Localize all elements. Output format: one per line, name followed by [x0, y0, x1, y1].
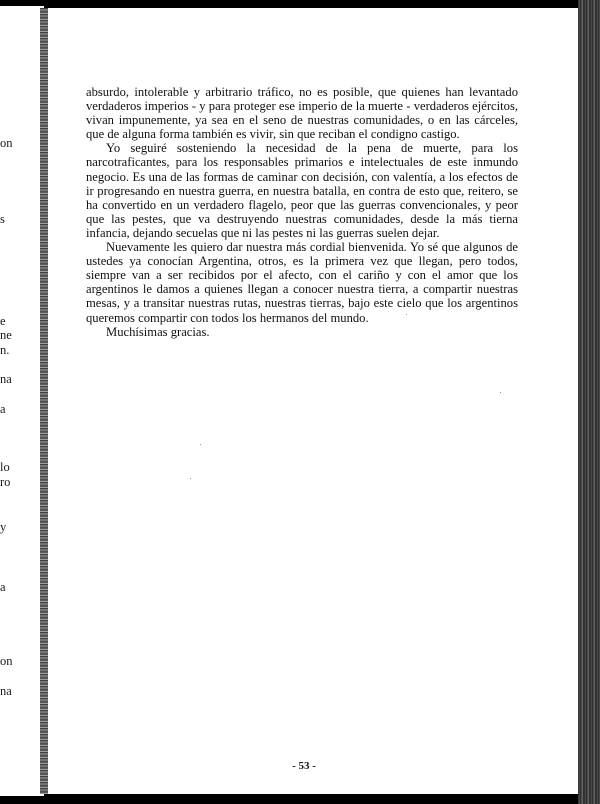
paragraph: Nuevamente les quiero dar nuestra más cordial bienvenida. Yo sé que algunos de ustedes ya conocían Argentina, otros, es la primera vez que llegan, pero todos, siempre van a ser recibidos por el afecto, con el cariño y con el amor que los argentinos le damos a quienes llegan a conocer nuestra tierra, a compartir nuestras mesas, y a transitar nuestras rutas, nuestras tierras, bajo este cielo que los argentinos queremos compartir con todos los hermanos del mundo. — [86, 240, 518, 325]
previous-page-fragment: na — [0, 684, 12, 698]
previous-page-fragment: n. — [0, 343, 10, 357]
scan-speck — [190, 478, 191, 479]
previous-page-fragment: ro — [0, 475, 11, 489]
previous-page-fragment: a — [0, 402, 6, 416]
previous-page-fragment: s — [0, 212, 5, 226]
scan-speck — [200, 444, 201, 445]
scan-speck — [406, 314, 407, 315]
previous-page-fragment: ne — [0, 328, 12, 342]
page-number: - 53 - — [292, 760, 316, 772]
previous-page-fragment: e — [0, 314, 6, 328]
scan-speck — [500, 392, 501, 393]
previous-page-fragment: on — [0, 654, 13, 668]
body-text — [86, 85, 518, 339]
previous-page-fragment: lo — [0, 460, 10, 474]
previous-page-edge — [0, 6, 44, 796]
previous-page-fragment: a — [0, 580, 6, 594]
previous-page-fragment: y — [0, 520, 7, 534]
book-binding — [40, 8, 48, 794]
scan-border — [578, 0, 600, 804]
paragraph: Yo seguiré sosteniendo la necesidad de la pena de muerte, para los narcotraficantes, para los responsables primarios e intelectuales de este inmundo negocio. Es una de las formas de caminar con decisión, con valentía, a los efectos de ir progresando en nuestra guerra, en nuestra batalla, en contra de esto que, reitero, se ha convertido en un verdadero flagelo, peor que las guerras convencionales, y peor que las pestes, que va destruyendo nuestras comunidades, desde la más tierna infancia, dejando secuelas que ni las pestes ni las guerras suelen dejar. — [86, 141, 518, 240]
document-page — [48, 8, 578, 794]
paragraph: absurdo, intolerable y arbitrario tráfico, no es posible, que quienes han levantado verdaderos imperios - y para proteger ese imperio de la muerte - verdaderos ejércitos, vivan impunemente, ya sea en el seno de nuestras comunidades, o en las cárceles, que de alguna forma también es vivir, sin que reciban el condigno castigo. — [86, 85, 518, 142]
paragraph: Muchísimas gracias. — [106, 324, 210, 339]
previous-page-fragment: on — [0, 136, 13, 150]
previous-page-fragment: na — [0, 372, 12, 386]
